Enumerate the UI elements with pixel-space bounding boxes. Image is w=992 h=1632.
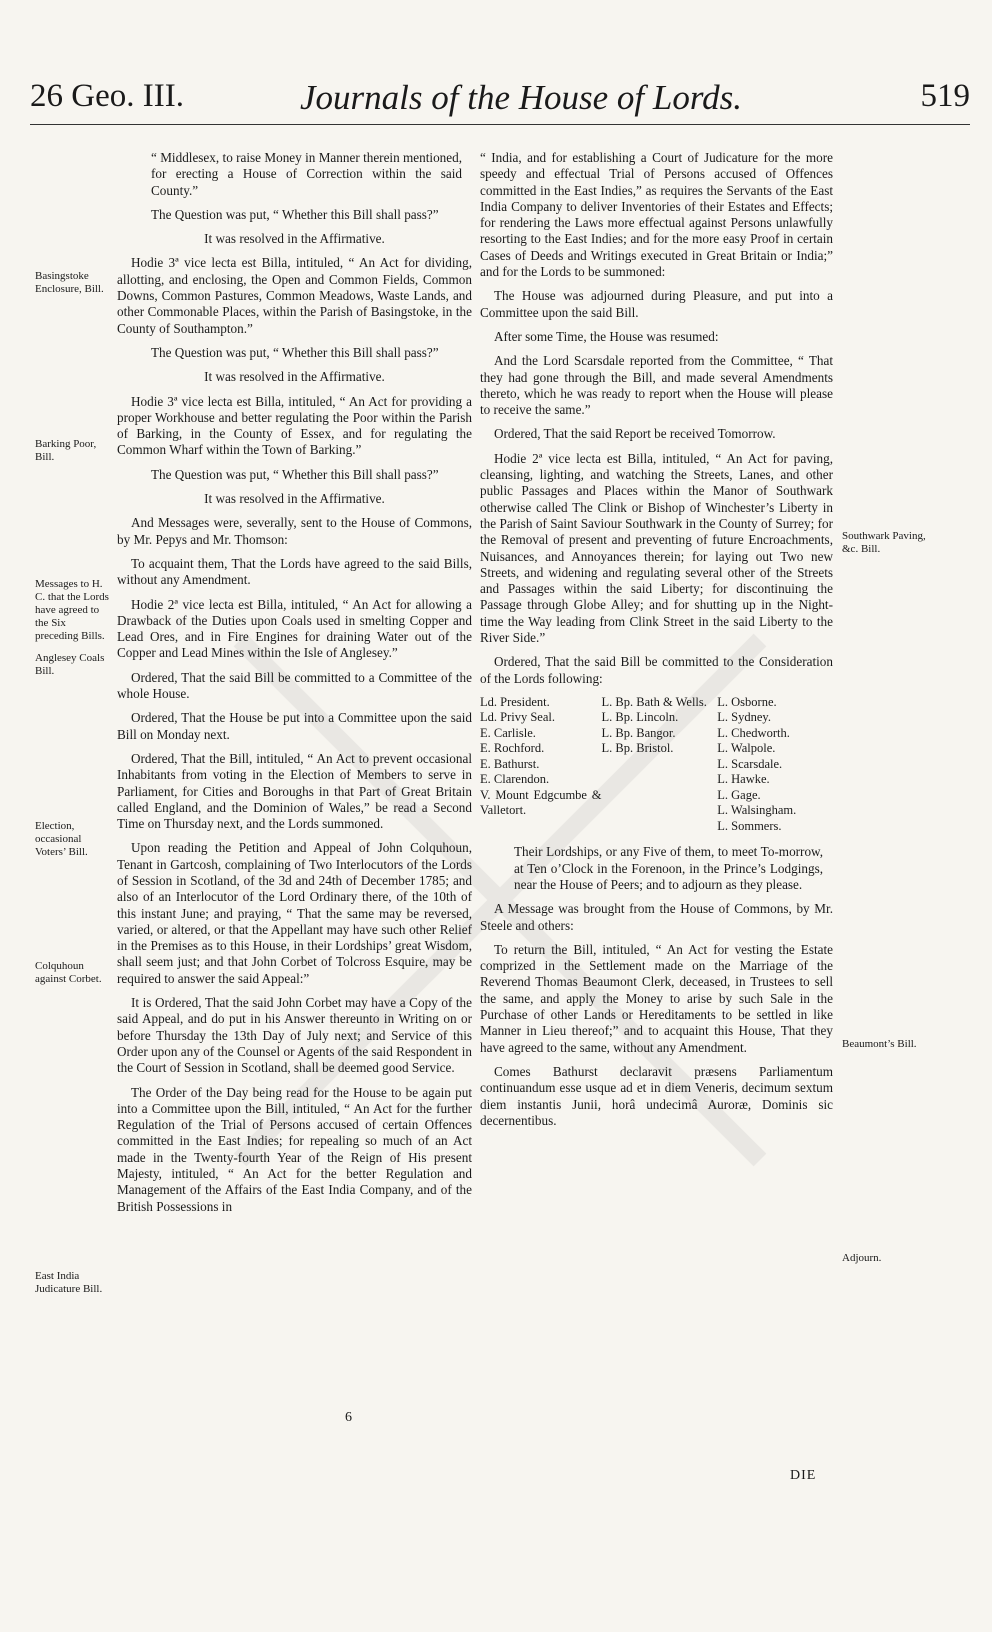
lord-name: L. Chedworth. [717,725,790,740]
page-title: Journals of the House of Lords. [300,78,743,117]
lord-name: E. Carlisle. [480,725,536,740]
paragraph: Hodie 2ª vice lecta est Billa, intituled, “ An Act for allowing a Drawback of the Duties upon Coals used in smelting Copper and Lead Ores, and in Fire Engines for draining Water out of the Copper and Lead Mines within the Isle of Anglesey.” [117,596,472,661]
paragraph: Hodie 3ª vice lecta est Billa, intituled, “ An Act for dividing, allotting, and enclosing, the Open and Common Fields, Common Downs, Common Pastures, Common Meadows, Waste Lands, and other Commonable Places, within the Parish of Basingstoke, in the County of Southampton.” [117,255,472,336]
paragraph: To acquaint them, That the Lords have agreed to the said Bills, without any Amendment. [117,555,472,588]
header-rule [30,124,970,125]
lord-name: L. Sydney. [717,710,771,725]
paragraph: Ordered, That the said Report be received Tomorrow. [494,426,776,442]
signature-mark: 6 [345,1410,352,1425]
page-header [30,78,970,128]
paragraph: The Order of the Day being read for the House to be again put into a Committee upon the Bill, intituled, “ An Act for the further Regulation of the Trial of Persons accused of certain Offences committed in the East Indies; for repealing so much of an Act made in the Twenty-fourth Year of the Reign of His present Majesty, intituled, “ An Act for the better Regulation and Management of the Affairs of the East India Company, and of the British Possessions in [117,1084,472,1214]
lord-name: L. Osborne. [717,694,777,709]
margin-note-basingstoke: Basingstoke Enclosure, Bill. [35,270,104,295]
paragraph: Ordered, That the said Bill be committed to the Consideration of the Lords following: [480,654,833,686]
margin-note-east-india: East India Judicature Bill. [35,1270,103,1295]
paragraph: Hodie 2ª vice lecta est Billa, intituled, “ An Act for paving, cleansing, lighting, and watching the Streets, Lanes, and other public Passages and Places within the Manor of Southwark otherwise called The Clink or Bishop of Winchester’s Liberty in the Parish of Saint Saviour Southwark in the County of Surrey; for the Removal of present and preventing of future Encroachments, Nuisances, and Annoyances therein; for laying out Two new Streets, and widening and regulating several other of the Streets and Passages within the said Liberty; for discontinuing the Passage through Globe Alley; and for shutting up in the Night-time the Way leading from Clink Street in the said Liberty to the River Side.” [480,450,833,646]
lord-name: Ld. President. [480,694,550,709]
margin-note-southwark: Southwark Paving, &c. Bill. [842,530,926,555]
paragraph: The House was adjourned during Pleasure, and put into a Committee upon the said Bill. [480,288,833,320]
margin-note-adjourn: Adjourn. [842,1252,882,1264]
margin-note-election: Election, occasional Voters’ Bill. [35,820,88,858]
lord-name: L. Walpole. [717,741,776,756]
paragraph: And Messages were, severally, sent to the House of Commons, by Mr. Pepys and Mr. Thomson: [117,515,472,547]
margin-note-barking: Barking Poor, Bill. [35,438,97,463]
lord-name: Ld. Privy Seal. [480,710,555,725]
lord-name: L. Gage. [717,787,761,802]
lord-name: L. Bp. Bath & Wells. [601,694,707,709]
paragraph: Ordered, That the said Bill be committed to a Committee of the whole House. [117,669,472,702]
question: The Question was put, “ Whether this Bill shall pass?” [151,344,439,360]
paragraph: Hodie 3ª vice lecta est Billa, intituled, “ An Act for providing a proper Workhouse and better regulating the Poor within the Parish of Barking, in the County of Essex, and for regulating the Common Wharf within the Town of Barking.” [117,393,472,458]
paragraph: Ordered, That the Bill, intituled, “ An Act to prevent occasional Inhabitants from voting in the Election of Members to serve in Parliament, for Cities and Boroughs in that Part of Great Britain called England, and the Dominion of Wales,” be read a Second Time on Thursday next, and the Lords summoned. [117,750,472,832]
resolution: It was resolved in the Affirmative. [204,369,385,385]
paragraph: A Message was brought from the House of Commons, by Mr. Steele and others: [480,901,833,933]
paragraph: Comes Bathurst declaravit præsens Parliamentum continuandum esse usque ad et in diem Veneris, decimum sextum diem instantis Junii, horâ undecimâ Auroræ, Dominis sic decernentibus. [480,1063,833,1128]
reign-heading: 26 Geo. III. [30,78,184,114]
paragraph: And the Lord Scarsdale reported from the Committee, “ That they had gone through the Bill, and made several Amendments thereto, which he was ready to report when the House will please to receive the same.” [480,353,833,418]
paragraph: “ India, and for establishing a Court of Judicature for the more speedy and effectual Trial of Persons accused of Offences committed in the East Indies,” as requires the Servants of the East India Company to deliver Inventories of their Estates and Effects; for rendering the Laws more effectual against Persons unlawfully resorting to the East Indies; and for the more easy Proof in certain Cases of Deeds and Writings executed in Great Britain or India;” and for the Lords to be summoned: [480,150,833,280]
paragraph: It is Ordered, That the said John Corbet may have a Copy of the said Appeal, and do put in his Answer thereunto in Writing on or before Thursday the 13th Day of July next; and Service of this Order upon any of the Counsel or Agents of the said Respondent in the Court of Session in Scotland, shall be deemed good Service. [117,995,472,1076]
lord-name: L. Walsingham. [717,803,797,818]
lord-name: L. Hawke. [717,772,770,787]
margin-note-colquhoun: Colquhoun against Corbet. [35,960,102,985]
paragraph: Upon reading the Petition and Appeal of John Colquhoun, Tenant in Gartcosh, complaining of Two Interlocutors of the Lords of Session in Scotland, of the 3d and 24th of December 1785; and also of an Interlocutor of the Lord Ordinary there, of the 10th of this instant June; and praying, “ That the same may be reversed, varied, or altered, or that the Appellant may have such other Relief in the Premises as to this House, in their Lordships’ great Wisdom, shall seem just; and that John Corbet of Tolcross Esquire, may be required to answer the said Appeal:” [117,840,472,986]
paragraph: Ordered, That the House be put into a Committee upon the said Bill on Monday next. [117,710,472,742]
lord-name: V. Mount Edgcumbe & Valletort. [480,787,602,818]
lord-name: L. Bp. Bangor. [601,725,676,740]
right-column [480,150,833,1137]
lord-name: L. Sommers. [717,818,782,833]
catchword: DIE [790,1468,817,1483]
lord-name: E. Clarendon. [480,772,550,787]
page-number: 519 [920,78,970,114]
lord-name: L. Scarsdale. [717,756,783,771]
margin-note-messages: Messages to H. C. that the Lords have agreed to the Six preceding Bills. [35,578,109,642]
question: The Question was put, “ Whether this Bill shall pass?” [151,466,439,482]
resolution: It was resolved in the Affirmative. [204,231,385,247]
margin-note-anglesey: Anglesey Coals Bill. [35,652,105,677]
lords-column-2 [602,695,718,835]
paragraph: “ Middlesex, to raise Money in Manner therein mentioned, for erecting a House of Correction within the said County.” [151,150,462,198]
lords-column-1 [480,695,602,835]
lords-list [480,695,833,835]
lord-name: L. Bp. Lincoln. [601,710,679,725]
paragraph: After some Time, the House was resumed: [494,328,719,344]
left-column [117,150,472,1223]
resolution: It was resolved in the Affirmative. [204,491,385,507]
lord-name: L. Bp. Bristol. [601,741,674,756]
lords-column-3 [717,695,833,835]
lord-name: E. Rochford. [480,741,545,756]
margin-note-beaumont: Beaumont’s Bill. [842,1038,917,1050]
paragraph: To return the Bill, intituled, “ An Act for vesting the Estate comprized in the Settlement made on the Marriage of the Reverend Thomas Beaumont Clerk, deceased, in Trustees to sell the same, and apply the Money to arise by such Sale in the Purchase of other Lands or Hereditaments to be settled in like Manner in Lieu thereof;” and to acquaint this House, That they have agreed to the same, without any Amendment. [480,941,833,1055]
lord-name: E. Bathurst. [480,756,540,771]
paragraph: Their Lordships, or any Five of them, to meet To-morrow, at Ten o’Clock in the Forenoon, in the Prince’s Lodgings, near the House of Peers; and to adjourn as they please. [514,844,823,892]
question: The Question was put, “ Whether this Bill shall pass?” [151,206,439,222]
